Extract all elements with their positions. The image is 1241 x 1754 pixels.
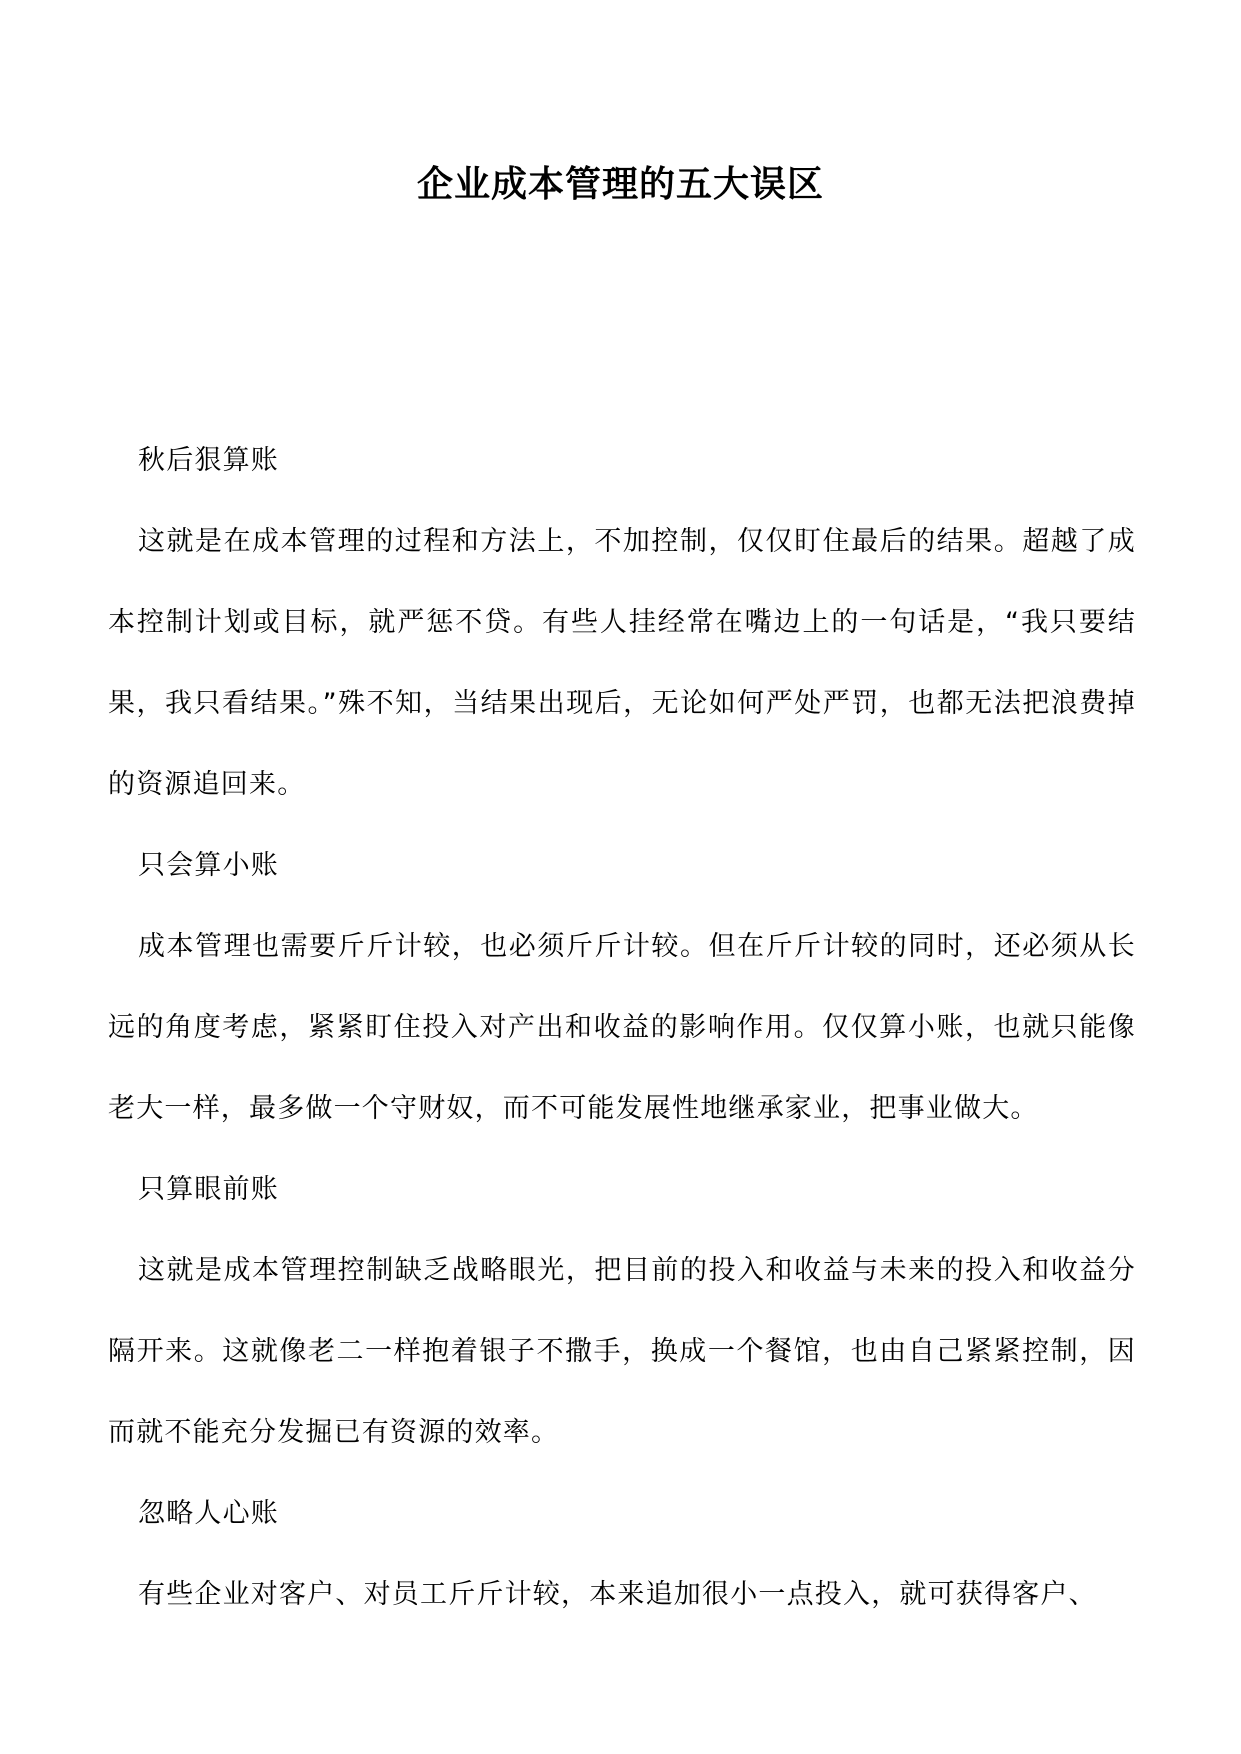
section-heading: 只算眼前账 — [138, 1174, 279, 1205]
section-paragraph: 成本管理也需要斤斤计较，也必须斤斤计较。但在斤斤计较的同时，还必须从长远的角度考虑，紧紧盯住投入对产出和收益的影响作用。仅仅算小账，也就只能像老大一样，最多做一个守财奴，而不可能发展性地继承家业，把事业做大。 — [108, 931, 1136, 1124]
section-heading: 忽略人心账 — [138, 1498, 279, 1529]
section-paragraph: 这就是成本管理控制缺乏战略眼光，把目前的投入和收益与未来的投入和收益分隔开来。这就像老二一样抱着银子不撒手，换成一个餐馆，也由自己紧紧控制，因而就不能充分发掘已有资源的效率。 — [108, 1255, 1136, 1448]
document-body — [108, 420, 1136, 1635]
document-title: 企业成本管理的五大误区 — [416, 163, 824, 205]
section-paragraph: 这就是在成本管理的过程和方法上，不加控制，仅仅盯住最后的结果。超越了成本控制计划或目标，就严惩不贷。有些人挂经常在嘴边上的一句话是，“我只要结果，我只看结果。”殊不知，当结果出现后，无论如何严处严罚，也都无法把浪费掉的资源追回来。 — [108, 526, 1136, 800]
section-heading: 秋后狠算账 — [138, 445, 279, 476]
section-paragraph: 有些企业对客户、对员工斤斤计较，本来追加很小一点投入，就可获得客户、 — [138, 1579, 1097, 1610]
section-heading: 只会算小账 — [138, 850, 279, 881]
